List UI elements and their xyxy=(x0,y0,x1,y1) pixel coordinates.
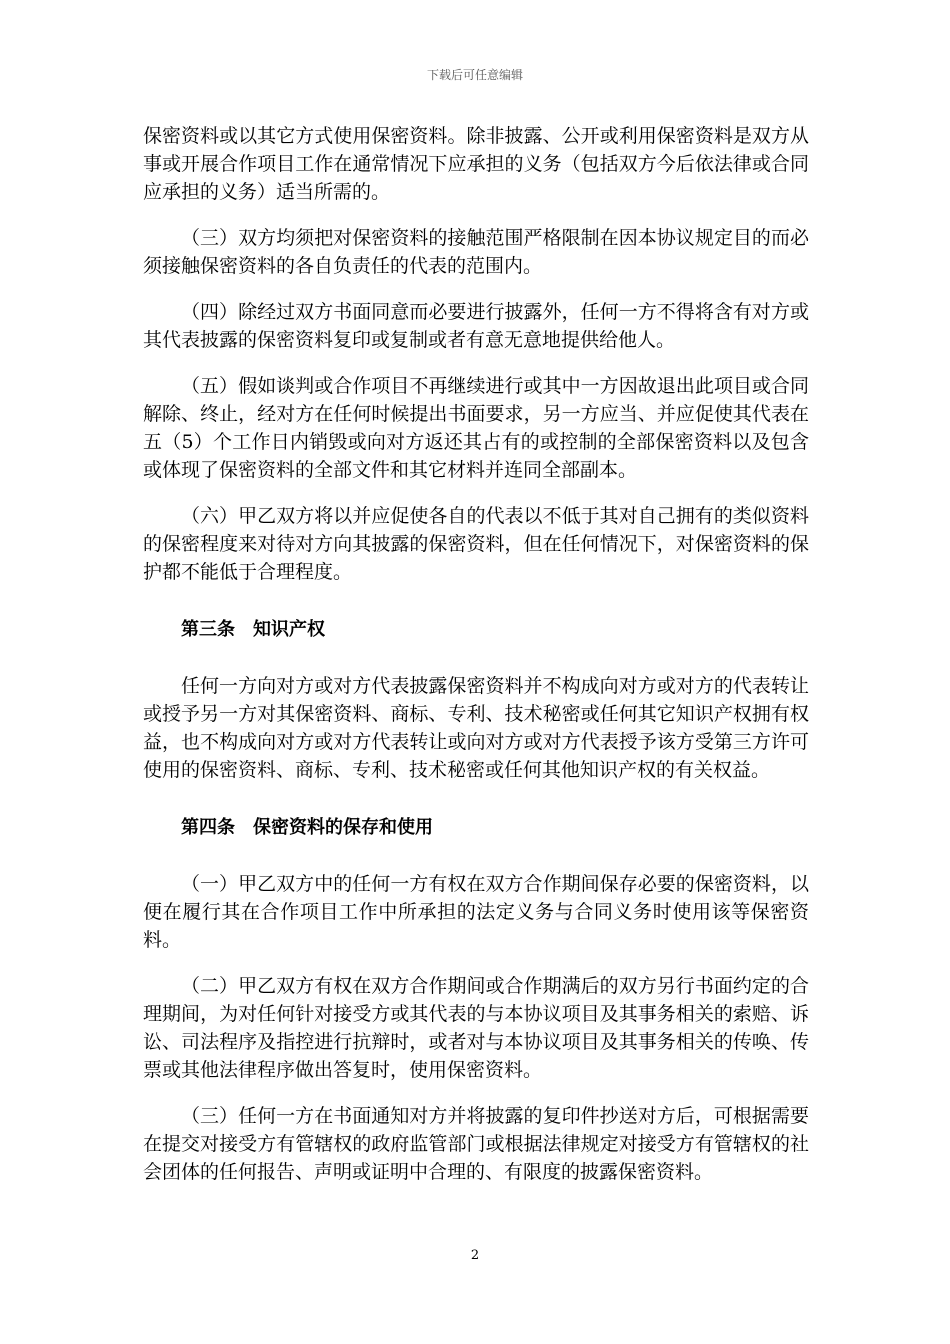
page-number: 2 xyxy=(470,1248,480,1263)
article-3-heading xyxy=(143,616,809,644)
page-header: 下载后可任意编辑 xyxy=(426,68,523,82)
clause-2-5: （五）假如谈判或合作项目不再继续进行或其中一方因故退出此项目或合同解除、终止，经对方在任何时候提出书面要求，另一方应当、并应促使其代表在五（5）个工作日内销毁或向对方返还其占有的或控制的全部保密资料以及包含或体现了保密资料的全部文件和其它材料并连同全部副本。 xyxy=(143,375,809,481)
clause-4-3: （三）任何一方在书面通知对方并将披露的复印件抄送对方后，可根据需要在提交对接受方有管辖权的政府监管部门或根据法律规定对接受方有管辖权的社会团体的任何报告、声明或证明中合理的、有限度的披露保密资料。 xyxy=(143,1105,809,1183)
clause-2-4: （四）除经过双方书面同意而必要进行披露外，任何一方不得将含有对方或其代表披露的保密资料复印或复制或者有意无意地提供给他人。 xyxy=(143,301,809,351)
clause-4-2: （二）甲乙双方有权在双方合作期间或合作期满后的双方另行书面约定的合理期间，为对任何针对接受方或其代表的与本协议项目及其事务相关的索赔、诉讼、司法程序及指控进行抗辩时，或者对与本协议项目及其事务相关的传唤、传票或其他法律程序做出答复时，使用保密资料。 xyxy=(143,975,809,1081)
clause-2-3: （三）双方均须把对保密资料的接触范围严格限制在因本协议规定目的而必须接触保密资料的各自负责任的代表的范围内。 xyxy=(143,227,809,277)
article-4-number: 第四条 xyxy=(181,817,235,838)
paragraph-continued: 保密资料或以其它方式使用保密资料。除非披露、公开或利用保密资料是双方从事或开展合作项目工作在通常情况下应承担的义务（包括双方今后依法律或合同应承担的义务）适当所需的。 xyxy=(143,125,809,203)
document-body xyxy=(143,122,809,1186)
article-4-heading xyxy=(143,814,809,842)
article-4-title: 保密资料的保存和使用 xyxy=(253,817,433,838)
article-3-number: 第三条 xyxy=(181,619,235,640)
article-3-paragraph: 任何一方向对方或对方代表披露保密资料并不构成向对方或对方的代表转让或授予另一方对其保密资料、商标、专利、技术秘密或任何其它知识产权拥有权益，也不构成向对方或对方代表转让或向对方或对方代表授予该方受第三方许可使用的保密资料、商标、专利、技术秘密或任何其他知识产权的有关权益。 xyxy=(143,675,809,781)
article-3-title: 知识产权 xyxy=(253,619,325,640)
clause-4-1: （一）甲乙双方中的任何一方有权在双方合作期间保存必要的保密资料，以便在履行其在合作项目工作中所承担的法定义务与合同义务时使用该等保密资料。 xyxy=(143,873,809,951)
clause-2-6: （六）甲乙双方将以并应促使各自的代表以不低于其对自己拥有的类似资料的保密程度来对待对方向其披露的保密资料，但在任何情况下，对保密资料的保护都不能低于合理程度。 xyxy=(143,505,809,583)
